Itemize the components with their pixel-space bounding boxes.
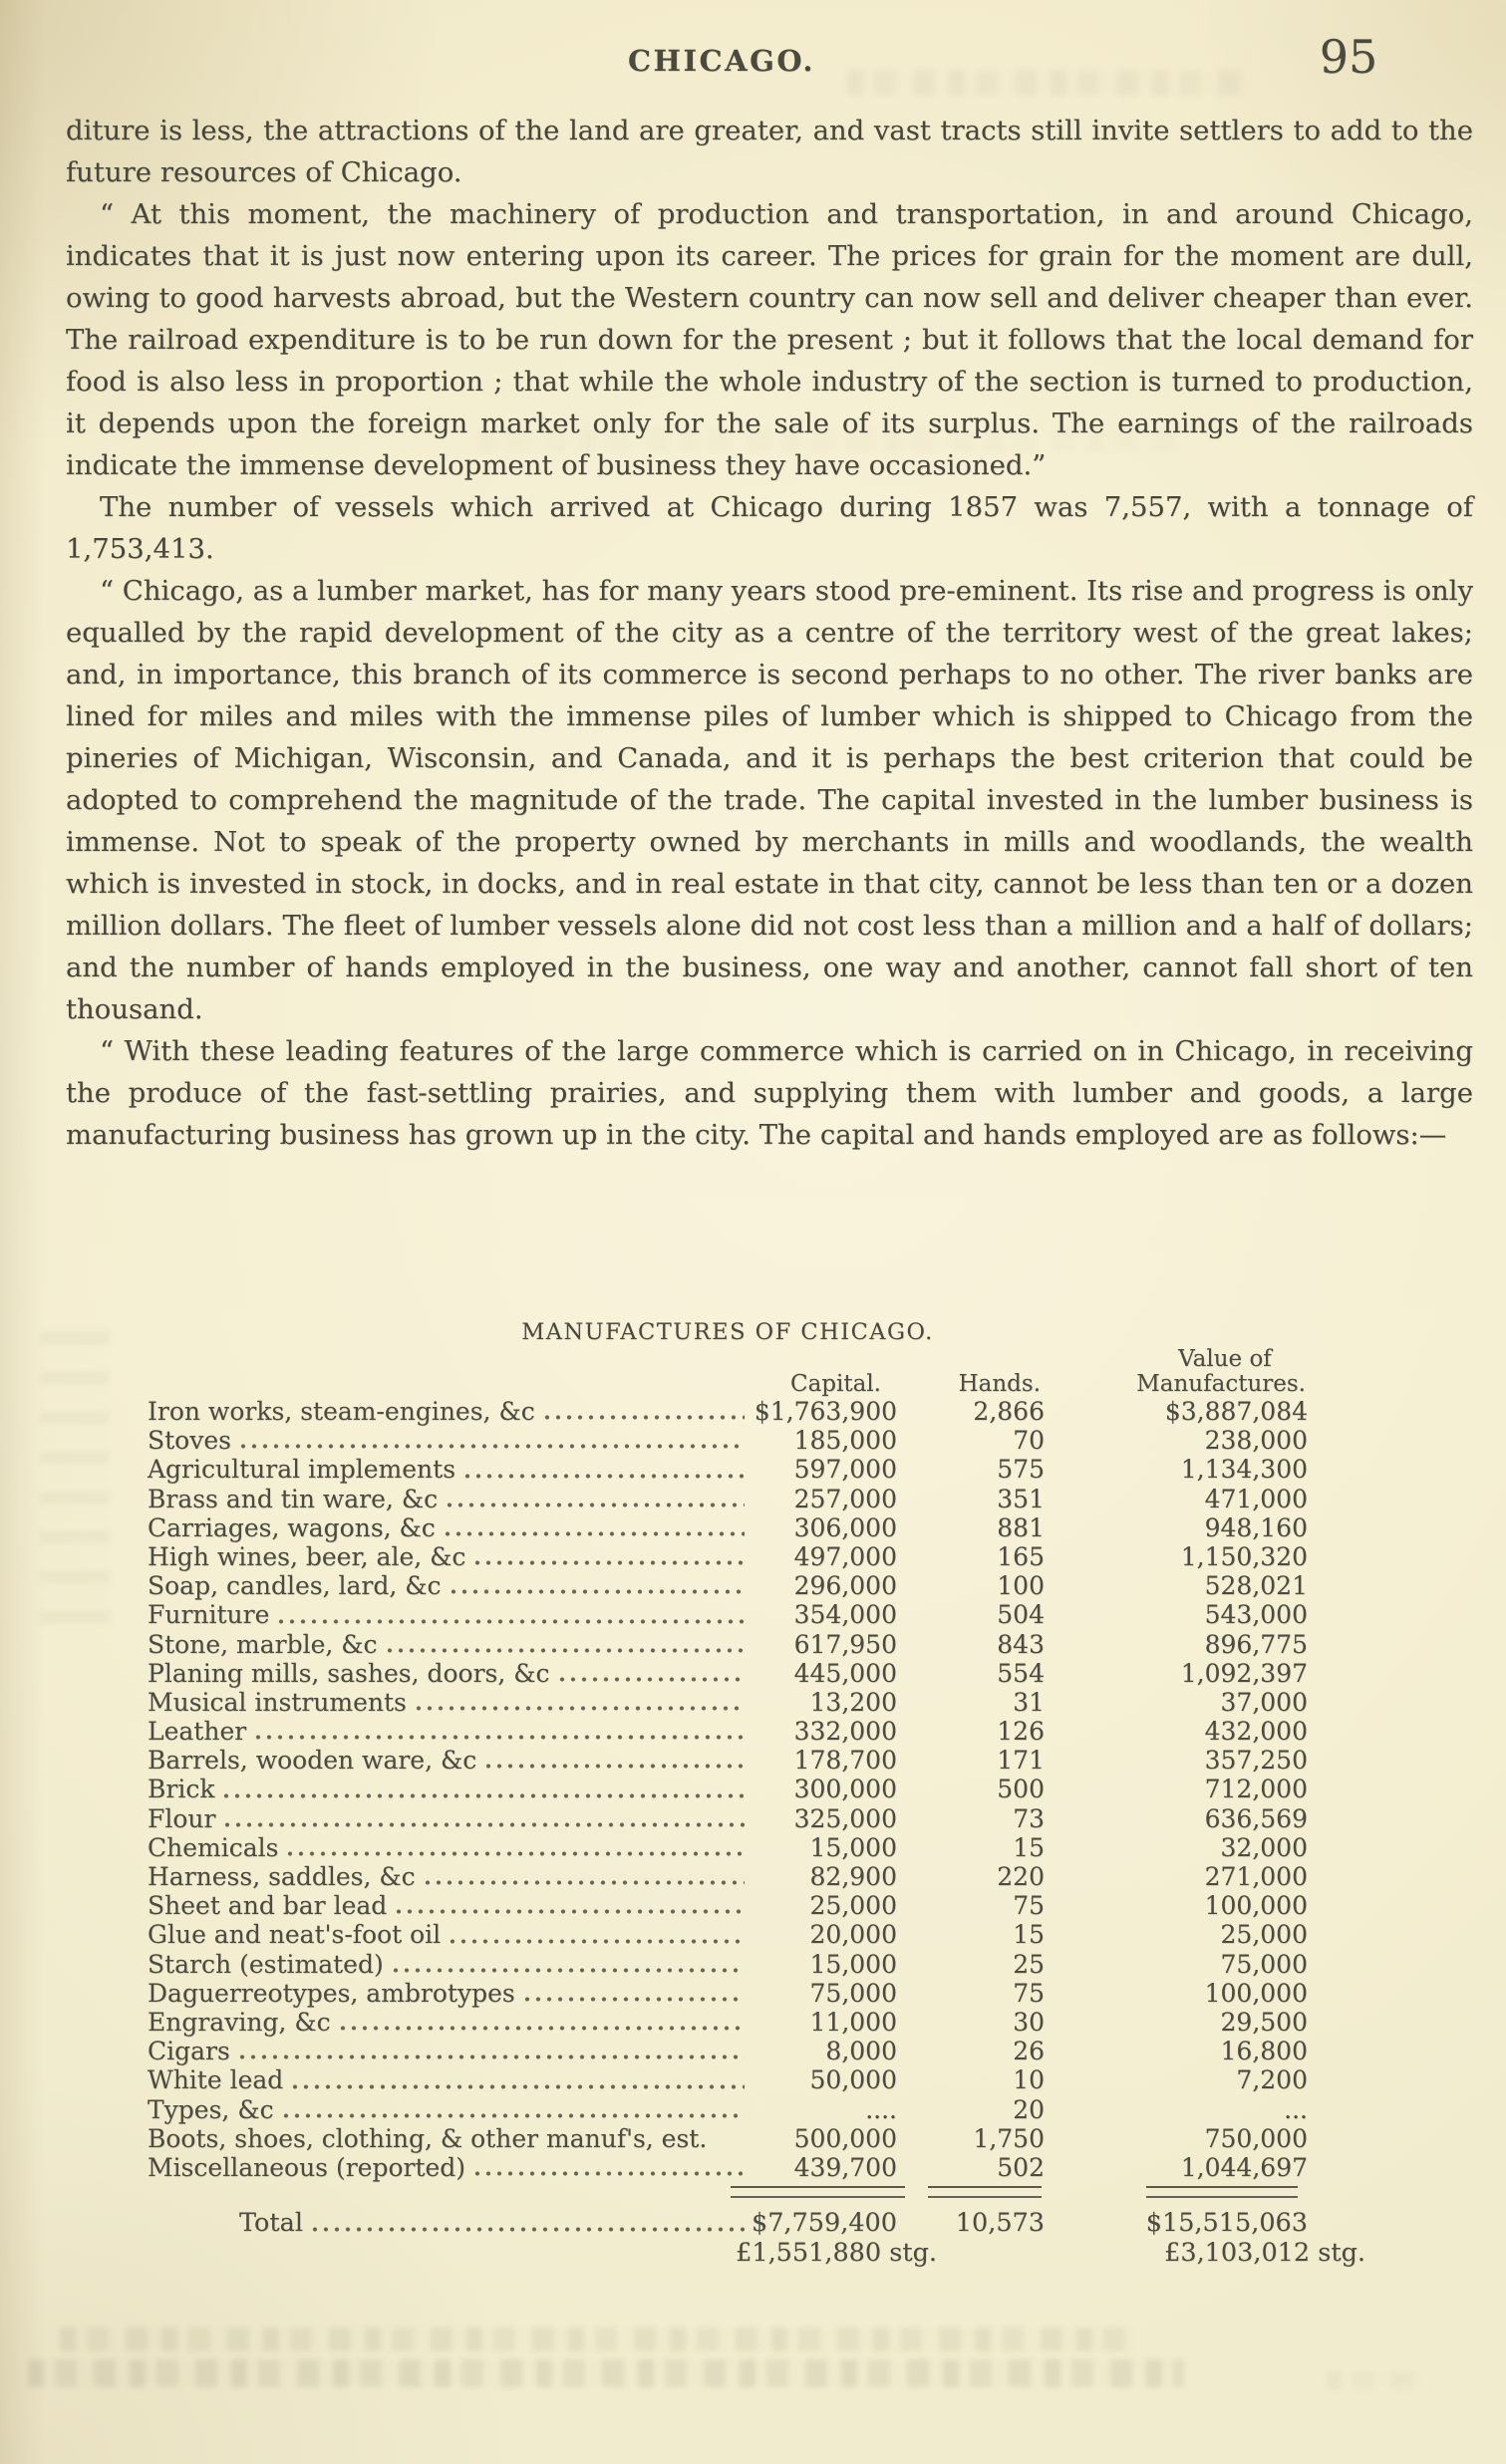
leader-dots — [485, 1763, 745, 1770]
row-label: Chemicals — [148, 1832, 279, 1862]
leader-dots — [287, 1850, 745, 1857]
row-value: 271,000 — [1204, 1862, 1308, 1891]
table-row — [148, 1775, 1308, 1803]
row-capital: 15,000 — [809, 1832, 897, 1862]
table-row — [148, 1571, 1308, 1600]
row-label: Glue and neat's-foot oil — [148, 1920, 442, 1950]
table-row — [148, 1833, 1308, 1862]
table-row — [148, 2095, 1308, 2124]
leader-dots — [474, 2170, 745, 2177]
row-capital: 8,000 — [825, 2037, 897, 2066]
row-capital: 75,000 — [809, 1978, 897, 2008]
table-row — [148, 1455, 1308, 1484]
table-row — [148, 1659, 1308, 1688]
row-hands: 881 — [997, 1512, 1045, 1542]
body-paragraph: “ At this moment, the machinery of production and transportation, in and around Chicago, indicates that it is just now entering upon its career. The prices for grain for the moment are dull, owing to good harvests abroad, but the Western country can now sell and deliver cheaper than ever. The railroad expenditure is to be run down for the present ; but it follows that the local demand for food is also less in proportion ; that while the whole industry of the section is turned to production, it depends upon the foreign market only for the sale of its surplus. The earnings of the railroads indicate the immense development of business they have occasioned.” — [66, 198, 1473, 481]
total-row — [148, 2208, 1308, 2238]
row-hands: 171 — [997, 1746, 1045, 1776]
leader-dots — [416, 1705, 745, 1712]
row-capital: 300,000 — [793, 1775, 897, 1804]
table-row — [148, 1485, 1308, 1513]
row-capital: 325,000 — [793, 1803, 897, 1833]
row-value: 7,200 — [1236, 2065, 1308, 2095]
leader-dots — [425, 1879, 745, 1886]
row-label: Brass and tin ware, &c — [148, 1484, 439, 1513]
row-value: 357,250 — [1204, 1746, 1308, 1776]
table-row — [148, 1979, 1308, 2008]
row-label: Cigars — [148, 2037, 230, 2066]
header-value-line2: Manufactures. — [1136, 1371, 1306, 1397]
table-header-line1 — [148, 1347, 1308, 1371]
row-capital: 354,000 — [793, 1600, 897, 1630]
header-capital-blank — [750, 1347, 897, 1371]
row-value: 712,000 — [1204, 1775, 1308, 1804]
row-value: 1,134,300 — [1180, 1455, 1308, 1485]
leader-dots — [278, 1618, 745, 1625]
row-label: Stone, marble, &c — [148, 1629, 378, 1659]
page-number: 95 — [1319, 30, 1378, 84]
leader-dots — [224, 1821, 745, 1828]
sterling-capital: £1,551,880 stg. — [736, 2238, 937, 2269]
row-hands: 351 — [997, 1484, 1045, 1513]
row-value: 29,500 — [1220, 2007, 1308, 2037]
total-value: $15,515,063 — [1145, 2208, 1308, 2239]
leader-dots — [312, 2226, 745, 2233]
row-value: 432,000 — [1204, 1717, 1308, 1747]
leader-dots — [393, 1967, 745, 1974]
row-value: 471,000 — [1204, 1484, 1308, 1513]
leader-dots — [450, 1938, 745, 1945]
row-capital: 445,000 — [793, 1658, 897, 1688]
row-capital: 439,700 — [793, 2152, 897, 2182]
leader-dots — [240, 1443, 745, 1450]
row-value: 896,775 — [1204, 1629, 1308, 1659]
row-label: Sheet and bar lead — [148, 1891, 388, 1921]
leader-dots — [340, 2025, 745, 2032]
row-capital: 257,000 — [793, 1484, 897, 1513]
total-capital: $7,759,400 — [751, 2208, 897, 2239]
total-rule-row — [148, 2186, 1308, 2199]
row-hands: 75 — [1013, 1978, 1045, 2008]
header-capital: Capital. — [789, 1371, 881, 1397]
row-label: High wines, beer, ale, &c — [148, 1541, 466, 1571]
double-rule-value — [1146, 2186, 1298, 2198]
row-value: 100,000 — [1204, 1978, 1308, 2008]
leader-dots — [387, 1647, 745, 1654]
row-value: 1,044,697 — [1180, 2152, 1308, 2182]
row-label: Musical instruments — [148, 1687, 407, 1717]
row-capital: 185,000 — [793, 1426, 897, 1456]
body-paragraph: “ With these leading features of the large commerce which is carried on in Chicago, in receiving the produce of the fast-settling prairies, and supplying them with lumber and goods, a large manufacturing business has grown up in the city. The capital and hands employed are as follows:— — [66, 1035, 1473, 1151]
row-value: 32,000 — [1220, 1832, 1308, 1862]
row-label: Boots, shoes, clothing, & other manuf's, est. — [148, 2123, 708, 2153]
row-label: Agricultural implements — [148, 1455, 456, 1485]
row-hands: 220 — [997, 1862, 1045, 1891]
row-hands: 554 — [997, 1658, 1045, 1688]
table-row — [148, 2008, 1308, 2037]
leader-dots — [223, 1792, 745, 1799]
row-hands: 100 — [997, 1571, 1045, 1601]
table-row — [148, 1950, 1308, 1979]
row-value: 37,000 — [1220, 1687, 1308, 1717]
row-value: 238,000 — [1204, 1426, 1308, 1456]
row-value: 75,000 — [1220, 1949, 1308, 1979]
body-paragraph: diture is less, the attractions of the land are greater, and vast tracts still invite settlers to add to the future resources of Chicago. — [66, 115, 1473, 188]
row-label: Carriages, wagons, &c — [148, 1512, 436, 1542]
leader-dots — [544, 1414, 745, 1421]
row-hands: 25 — [1013, 1949, 1045, 1979]
row-capital: 617,950 — [793, 1629, 897, 1659]
leader-dots — [559, 1676, 745, 1683]
header-hands-blank — [897, 1347, 1045, 1371]
leader-dots — [524, 1996, 745, 2003]
row-value: 25,000 — [1220, 1920, 1308, 1950]
table-row — [148, 1920, 1308, 1949]
row-capital: 50,000 — [809, 2065, 897, 2095]
table-row — [148, 1688, 1308, 1717]
leader-dots — [445, 1530, 745, 1537]
row-label: Miscellaneous (reported) — [148, 2152, 466, 2182]
row-value: 948,160 — [1204, 1512, 1308, 1542]
row-capital: 15,000 — [809, 1949, 897, 1979]
row-label: Furniture — [148, 1600, 270, 1630]
header-value-line1: Value of — [1178, 1346, 1272, 1372]
row-capital: 25,000 — [809, 1891, 897, 1921]
table-row — [148, 1542, 1308, 1571]
row-hands: 1,750 — [973, 2123, 1045, 2153]
row-capital: 332,000 — [793, 1717, 897, 1747]
row-capital: 500,000 — [793, 2123, 897, 2153]
row-value: 528,021 — [1204, 1571, 1308, 1601]
sterling-row — [148, 2238, 1365, 2269]
row-hands: 10 — [1013, 2065, 1045, 2095]
row-label: Iron works, steam-engines, &c — [148, 1397, 535, 1426]
row-hands: 126 — [997, 1717, 1045, 1747]
sterling-value: £3,103,012 stg. — [1164, 2238, 1365, 2269]
row-label: Stoves — [148, 1426, 231, 1456]
table-row — [148, 1630, 1308, 1659]
total-label: Total — [239, 2208, 303, 2239]
leader-dots — [464, 1473, 745, 1480]
row-label: Barrels, wooden ware, &c — [148, 1746, 477, 1776]
row-capital: 306,000 — [793, 1512, 897, 1542]
row-hands: 575 — [997, 1455, 1045, 1485]
row-label: Daguerreotypes, ambrotypes — [148, 1978, 515, 2008]
leader-dots — [255, 1734, 745, 1741]
row-label: Leather — [148, 1717, 247, 1747]
bleedthrough-smudge — [60, 2327, 1136, 2351]
leader-dots — [474, 1559, 745, 1566]
table-row — [148, 1746, 1308, 1775]
header-hands: Hands. — [958, 1371, 1041, 1397]
row-hands: 73 — [1013, 1803, 1045, 1833]
bleedthrough-smudge — [40, 1325, 110, 1624]
bleedthrough-smudge — [28, 2359, 1184, 2387]
table-row — [148, 1600, 1308, 1629]
double-rule-hands — [928, 2186, 1042, 2198]
table-row — [148, 2065, 1308, 2094]
row-capital: 13,200 — [809, 1687, 897, 1717]
row-value: 1,150,320 — [1180, 1541, 1308, 1571]
leader-dots — [292, 2083, 745, 2090]
row-capital: 597,000 — [793, 1455, 897, 1485]
row-label: Soap, candles, lard, &c — [148, 1571, 442, 1601]
row-value: 1,092,397 — [1180, 1658, 1308, 1688]
row-capital: .... — [865, 2094, 897, 2124]
row-value: $3,887,084 — [1164, 1397, 1308, 1426]
table-row — [148, 2037, 1308, 2065]
row-hands: 15 — [1013, 1832, 1045, 1862]
leader-dots — [396, 1908, 745, 1915]
double-rule-capital — [731, 2186, 905, 2198]
body-paragraph: The number of vessels which arrived at Chicago during 1857 was 7,557, with a tonnage of 1,753,413. — [66, 491, 1473, 565]
table-row — [148, 2153, 1308, 2182]
table-header-line2 — [148, 1371, 1308, 1397]
row-hands: 31 — [1013, 1687, 1045, 1717]
table-row — [148, 1891, 1308, 1920]
header-spacer — [148, 1347, 750, 1371]
row-value: 750,000 — [1204, 2123, 1308, 2153]
row-hands: 504 — [997, 1600, 1045, 1630]
table-row — [148, 1862, 1308, 1891]
row-capital: 11,000 — [809, 2007, 897, 2037]
table-rows — [148, 1397, 1308, 2182]
row-value: ... — [1284, 2094, 1308, 2124]
leader-dots — [451, 1588, 745, 1595]
row-value: 636,569 — [1204, 1803, 1308, 1833]
table-row — [148, 1513, 1308, 1542]
table-row — [148, 2124, 1308, 2153]
row-hands: 30 — [1013, 2007, 1045, 2037]
row-value: 16,800 — [1220, 2037, 1308, 2066]
body-text — [66, 110, 1473, 1156]
leader-dots — [239, 2053, 745, 2060]
row-hands: 843 — [997, 1629, 1045, 1659]
row-label: Planing mills, sashes, doors, &c — [148, 1658, 550, 1688]
row-hands: 500 — [997, 1775, 1045, 1804]
running-header: CHICAGO. — [627, 44, 816, 78]
row-label: Harness, saddles, &c — [148, 1862, 416, 1891]
row-hands: 2,866 — [973, 1397, 1045, 1426]
table-row — [148, 1397, 1308, 1426]
row-capital: 178,700 — [793, 1746, 897, 1776]
row-hands: 75 — [1013, 1891, 1045, 1921]
row-value: 100,000 — [1204, 1891, 1308, 1921]
row-value: 543,000 — [1204, 1600, 1308, 1630]
manufactures-table — [148, 1317, 1365, 2269]
row-label: Flour — [148, 1803, 216, 1833]
row-capital: 82,900 — [809, 1862, 897, 1891]
row-capital: $1,763,900 — [753, 1397, 897, 1426]
row-label: White lead — [148, 2065, 284, 2095]
row-capital: 296,000 — [793, 1571, 897, 1601]
leader-dots — [447, 1502, 745, 1508]
row-label: Types, &c — [148, 2094, 274, 2124]
table-title: MANUFACTURES OF CHICAGO. — [521, 1319, 934, 1345]
row-label: Brick — [148, 1775, 215, 1804]
table-row — [148, 1717, 1308, 1746]
total-hands: 10,573 — [955, 2208, 1045, 2239]
row-hands: 502 — [997, 2152, 1045, 2182]
row-label: Starch (estimated) — [148, 1949, 384, 1979]
row-hands: 165 — [997, 1541, 1045, 1571]
header-spacer — [148, 1371, 750, 1397]
bleedthrough-smudge — [1326, 2371, 1425, 2389]
row-hands: 26 — [1013, 2037, 1045, 2066]
row-label: Engraving, &c — [148, 2007, 331, 2037]
table-row — [148, 1804, 1308, 1833]
body-paragraph: “ Chicago, as a lumber market, has for many years stood pre-eminent. Its rise and progress is only equalled by the rapid development of the city as a centre of the territory west of the great lakes; and, in importance, this branch of its commerce is second perhaps to no other. The river banks are lined for miles and miles with the immense piles of lumber which is shipped to Chicago from the pineries of Michigan, Wisconsin, and Canada, and it is perhaps the best criterion that could be adopted to comprehend the magnitude of the trade. The capital invested in the lumber business is immense. Not to speak of the property owned by merchants in mills and woodlands, the wealth which is invested in stock, in docks, and in real estate in that city, cannot be less than ten or a dozen million dollars. The fleet of lumber vessels alone did not cost less than a million and a half of dollars; and the number of hands employed in the business, one way and another, cannot fall short of ten thousand. — [66, 575, 1474, 1025]
table-row — [148, 1426, 1308, 1455]
row-hands: 20 — [1013, 2094, 1045, 2124]
row-hands: 70 — [1013, 1426, 1045, 1456]
row-capital: 20,000 — [809, 1920, 897, 1950]
row-hands: 15 — [1013, 1920, 1045, 1950]
leader-dots — [283, 2112, 745, 2119]
leader-dots — [716, 2141, 745, 2148]
row-capital: 497,000 — [793, 1541, 897, 1571]
